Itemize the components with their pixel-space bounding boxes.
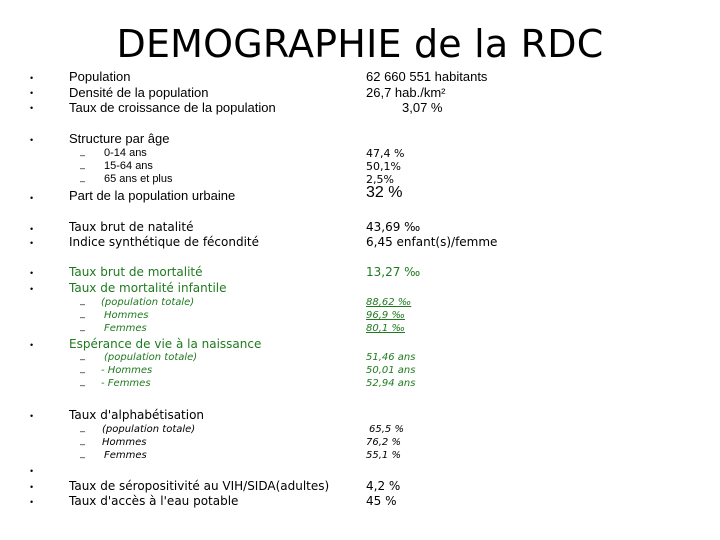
mortalite-infantile-value: 96,9 ‰ (366, 310, 405, 321)
dash: – (80, 163, 86, 173)
bullet: • (30, 135, 34, 145)
mortalite-infantile-value: 88,62 ‰ (366, 297, 412, 308)
bullet: • (30, 73, 34, 83)
dash: – (80, 176, 86, 186)
esperance-label: Espérance de vie à la naissance (69, 337, 262, 351)
bullet: • (30, 340, 34, 350)
dash: – (80, 354, 86, 364)
alphabetisation-value: 65,5 % (369, 424, 404, 435)
esperance-item: (population totale) (104, 352, 198, 363)
vih-value: 4,2 % (366, 479, 401, 493)
bullet: • (30, 466, 34, 476)
structure-item-value: 2,5% (366, 173, 394, 186)
alphabetisation-value: 55,1 % (366, 450, 401, 461)
eau-value: 45 % (366, 494, 397, 508)
bullet: • (30, 411, 34, 421)
bullet: • (30, 268, 34, 278)
natalite-value: 43,69 ‰ (366, 220, 421, 234)
esperance-item: - Hommes (101, 365, 153, 376)
dash: – (80, 150, 86, 160)
structure-item-value: 47,4 % (366, 147, 405, 160)
dash: – (80, 325, 86, 335)
bullet: • (30, 224, 34, 234)
alphabetisation-label: Taux d'alphabétisation (69, 408, 205, 422)
bullet: • (30, 238, 34, 248)
mortalite-infantile-item: (population totale) (101, 297, 195, 308)
alphabetisation-value: 76,2 % (366, 437, 401, 448)
mortalite-value: 13,27 ‰ (366, 265, 421, 279)
croissance-label: Taux de croissance de la population (69, 100, 276, 115)
bullet: • (30, 482, 34, 492)
mortalite-infantile-value: 80,1 ‰ (366, 323, 405, 334)
fecondite-label: Indice synthétique de fécondité (69, 235, 260, 249)
structure-item-label: 15-64 ans (104, 160, 153, 172)
alphabetisation-item: Hommes (102, 437, 147, 448)
dash: – (80, 426, 86, 436)
mortalite-infantile-item: Femmes (104, 323, 147, 334)
structure-label: Structure par âge (69, 131, 170, 146)
dash: – (80, 439, 86, 449)
esperance-value: 50,01 ans (366, 365, 416, 376)
bullet: • (30, 497, 34, 507)
urbaine-value: 32 % (366, 184, 403, 201)
mortalite-infantile-label: Taux de mortalité infantile (69, 281, 227, 295)
fecondite-value: 6,45 enfant(s)/femme (366, 235, 498, 249)
structure-item-value: 50,1% (366, 160, 401, 173)
densite-label: Densité de la population (69, 85, 209, 100)
alphabetisation-item: Femmes (104, 450, 147, 461)
bullet: • (30, 284, 34, 294)
esperance-item: - Femmes (101, 378, 151, 389)
croissance-value: 3,07 % (402, 100, 443, 115)
alphabetisation-item: (population totale) (102, 424, 196, 435)
esperance-value: 52,94 ans (366, 378, 416, 389)
dash: – (80, 380, 86, 390)
dash: – (80, 452, 86, 462)
mortalite-infantile-item: Hommes (104, 310, 149, 321)
bullet: • (30, 193, 34, 203)
urbaine-label: Part de la population urbaine (69, 188, 236, 203)
structure-item-label: 0-14 ans (104, 147, 147, 159)
page-title: DEMOGRAPHIE de la RDC (116, 22, 604, 66)
dash: – (80, 312, 86, 322)
bullet: • (30, 103, 34, 113)
mortalite-label: Taux brut de mortalité (69, 265, 203, 279)
esperance-value: 51,46 ans (366, 352, 416, 363)
vih-label: Taux de séropositivité au VIH/SIDA(adultes) (69, 479, 330, 493)
natalite-label: Taux brut de natalité (69, 220, 194, 234)
structure-item-label: 65 ans et plus (104, 173, 173, 185)
densite-value: 26,7 hab./km² (366, 85, 446, 100)
dash: – (80, 367, 86, 377)
population-value: 62 660 551 habitants (366, 69, 488, 84)
dash: – (80, 299, 86, 309)
bullet: • (30, 88, 34, 98)
eau-label: Taux d'accès à l'eau potable (69, 494, 239, 508)
population-label: Population (69, 69, 131, 84)
